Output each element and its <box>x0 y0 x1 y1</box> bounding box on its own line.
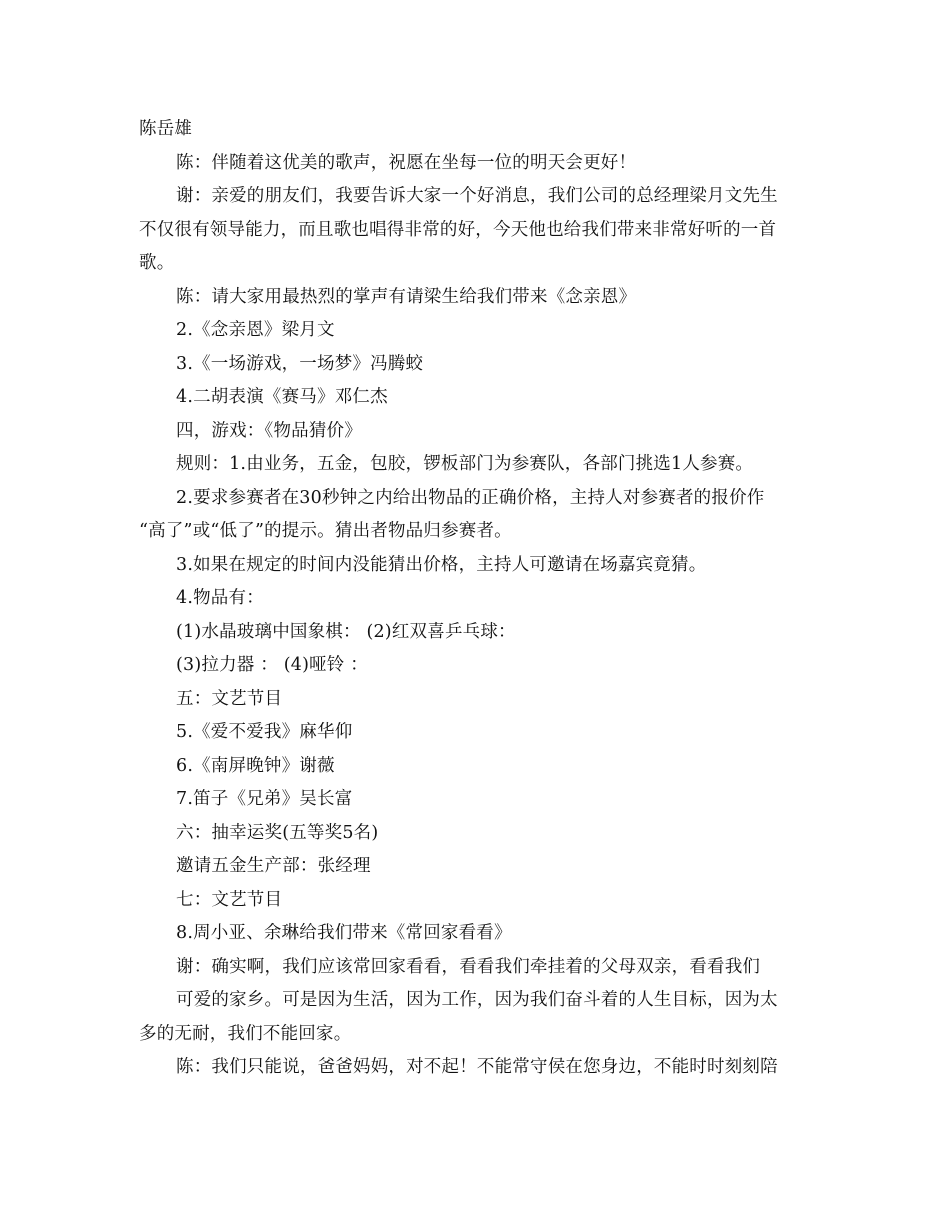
text-line: 2.《念亲恩》梁月文 <box>176 320 335 340</box>
text-line: 4.物品有： <box>176 588 264 608</box>
text-line: 陈：我们只能说，爸爸妈妈，对不起！不能常守侯在您身边，不能时时刻刻陪 <box>176 1057 778 1077</box>
text-line: 规则：1.由业务，五金，包胶，锣板部门为参赛队，各部门挑选1人参赛。 <box>176 454 754 474</box>
text-line: 4.二胡表演《赛马》邓仁杰 <box>176 387 388 407</box>
text-line: 3.如果在规定的时间内没能猜出价格，主持人可邀请在场嘉宾竟猜。 <box>176 554 707 575</box>
text-line: 七：文艺节目 <box>176 889 283 910</box>
text-line: 不仅很有领导能力，而且歌也唱得非常的好，今天他也给我们带来非常好听的一首 <box>139 219 777 240</box>
text-line: 3.《一场游戏，一场梦》冯腾蛟 <box>176 353 424 374</box>
text-line: 陈：请大家用最热烈的掌声有请梁生给我们带来《念亲恩》 <box>176 286 637 307</box>
text-line: 五：文艺节目 <box>176 688 283 709</box>
text-line: 多的无耐，我们不能回家。 <box>139 1023 352 1044</box>
text-line: 8.周小亚、余琳给我们带来《常回家看看》 <box>176 923 512 943</box>
text-line: 5.《爱不爱我》麻华仰 <box>176 722 353 742</box>
text-line: 谢：亲爱的朋友们，我要告诉大家一个好消息，我们公司的总经理梁月文先生 <box>176 186 778 206</box>
document-body <box>139 113 819 1085</box>
text-line: 四，游戏：《物品猜价》 <box>176 420 362 441</box>
text-line: “高了”或“低了”的提示。猜出者物品归参赛者。 <box>139 521 512 541</box>
text-line: (1)水晶玻璃中国象棋： (2)红双喜乒乓球： <box>176 621 516 642</box>
text-line: 7.笛子《兄弟》吴长富 <box>176 789 353 809</box>
text-line: 谢：确实啊，我们应该常回家看看，看看我们牵挂着的父母双亲，看看我们 <box>176 956 761 977</box>
text-line: 陈岳雄 <box>139 119 193 139</box>
text-line: 6.《南屏晚钟》谢薇 <box>176 755 335 776</box>
text-line: 邀请五金生产部：张经理 <box>176 856 371 876</box>
text-line: 六：抽幸运奖(五等奖5名) <box>176 822 379 843</box>
text-line: 歌。 <box>139 253 175 273</box>
text-line: 可爱的家乡。可是因为生活，因为工作，因为我们奋斗着的人生目标，因为太 <box>176 990 778 1010</box>
text-line: 2.要求参赛者在30秒钟之内给出物品的正确价格，主持人对参赛者的报价作 <box>176 487 765 508</box>
text-line: 陈：伴随着这优美的歌声，祝愿在坐每一位的明天会更好！ <box>176 152 637 173</box>
text-line: (3)拉力器 ： (4)哑铃 ： <box>176 655 368 675</box>
